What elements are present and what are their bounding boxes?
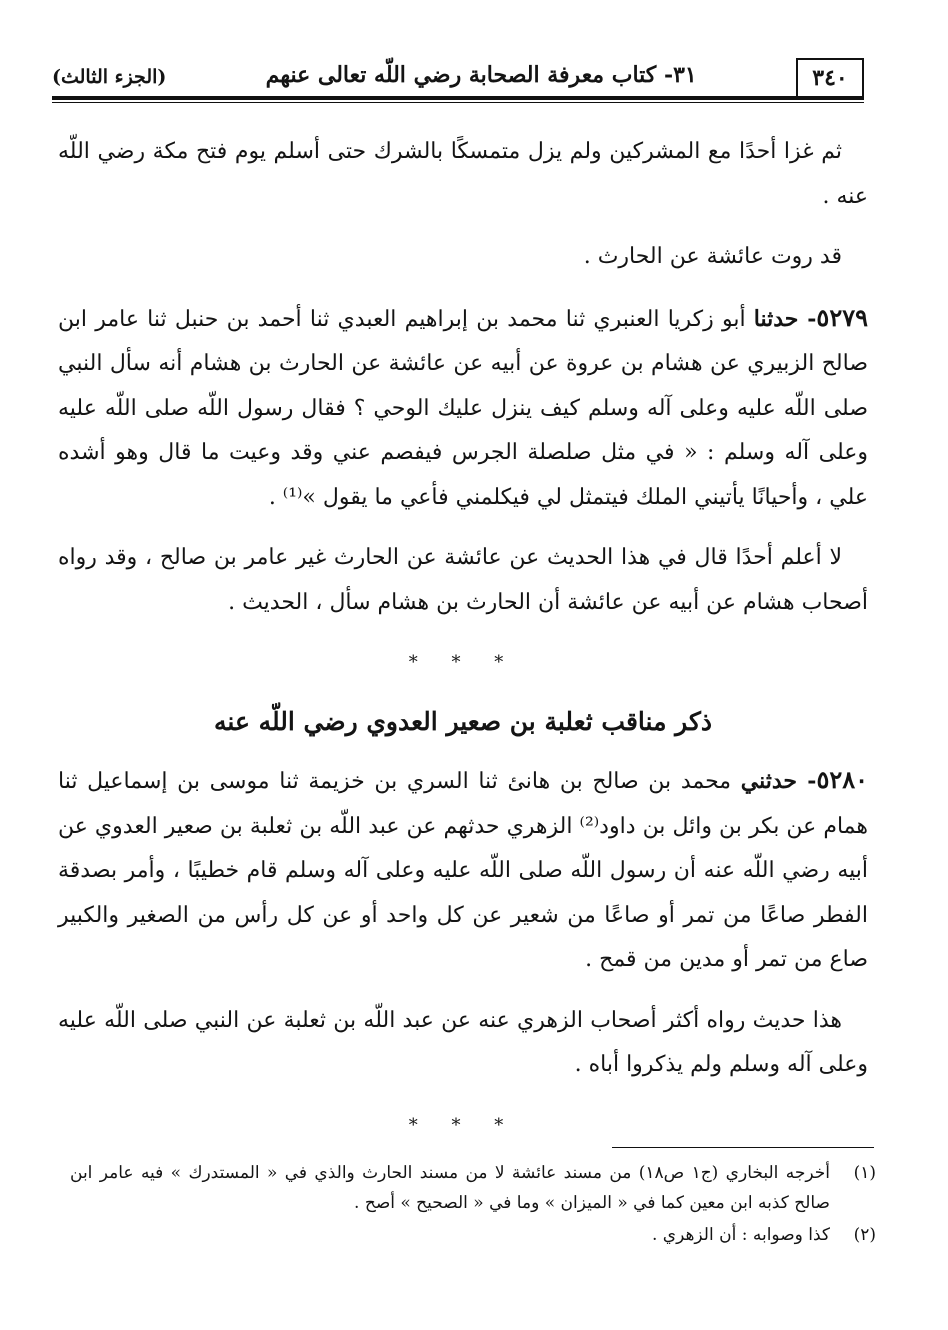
footnote-rule xyxy=(612,1147,874,1148)
page-number: ٣٤٠ xyxy=(796,58,864,96)
header-rule xyxy=(52,96,864,100)
paragraph: ثم غزا أحدًا مع المشركين ولم يزل متمسكًا بالشرك حتى أسلم يوم فتح مكة رضي اللّه عنه . xyxy=(58,139,868,209)
book-title: ٣١- كتاب معرفة الصحابة رضي اللّه تعالى عنهم xyxy=(265,62,697,88)
hadith-keyword: - حدثني xyxy=(740,768,817,794)
separator-stars: * * * xyxy=(408,652,518,673)
hadith-number: ٥٢٧٩ xyxy=(816,302,868,332)
footnote-text: كذا وصوابه : أن الزهري . xyxy=(651,1225,830,1245)
volume-label: (الجزء الثالث) xyxy=(52,66,167,88)
footnote-number: (١) xyxy=(853,1163,876,1183)
paragraph: هذا حديث رواه أكثر أصحاب الزهري عنه عن عبد اللّه بن ثعلبة عن النبي صلى اللّه عليه وعلى آله وسلم ولم يذكروا أباه . xyxy=(58,1007,868,1077)
hadith-5280 xyxy=(58,758,868,983)
hadith-keyword: - حدثنا xyxy=(753,305,817,332)
section-heading: ذكر مناقب ثعلبة بن صعير العدوي رضي اللّه عنه xyxy=(214,706,712,736)
main-text xyxy=(58,130,868,1162)
paragraph: قد روت عائشة عن الحارث . xyxy=(583,244,842,269)
hadith-5279 xyxy=(58,296,868,521)
footnote-text: أخرجه البخاري (ج١ ص١٨) من مسند عائشة لا من مسند الحارث والذي في « المستدرك » فيه عامر ابن صالح كذبه ابن معين كما في « الميزان » وما في « الصحيح » أصح . xyxy=(70,1163,830,1213)
header-rule-thin xyxy=(52,102,864,103)
separator-stars: * * * xyxy=(408,1114,518,1136)
footnotes xyxy=(70,1158,876,1252)
running-header xyxy=(52,38,864,96)
paragraph: لا أعلم أحدًا قال في هذا الحديث عن عائشة عن الحارث غير عامر بن صالح ، وقد رواه أصحاب هشام عن أبيه عن عائشة أن الحارث بن هشام سأل ، الحديث . xyxy=(58,545,868,615)
footnote xyxy=(70,1220,876,1250)
footnote xyxy=(70,1158,876,1218)
hadith-text: محمد بن صالح بن هانئ ثنا السري بن خزيمة ثنا موسى بن إسماعيل ثنا همام عن بكر بن وائل بن داود⁽²⁾ الزهري حدثهم عن عبد اللّه بن ثعلبة بن صعير العدوي عن أبيه رضي اللّه عنه أن رسول اللّه صلى اللّه عليه وعلى آله وسلم قام خطيبًا ، وأمر بصدقة الفطر صاعًا من تمر أو صاعًا من شعير عن كل واحد أو عن كل رأس من الصغير والكبير صاع من تمر أو مدين من قمح . xyxy=(58,769,868,972)
footnote-number: (٢) xyxy=(853,1225,876,1245)
hadith-number: ٥٢٨٠ xyxy=(816,765,868,794)
hadith-text: أبو زكريا العنبري ثنا محمد بن إبراهيم العبدي ثنا أحمد بن حنبل ثنا عامر ابن صالح الزبيري عن هشام بن عروة عن أبيه عن عائشة عن الحارث بن هشام أنه سأل النبي صلى اللّه عليه وعلى آله وسلم كيف ينزل عليك الوحي ؟ فقال رسول اللّه صلى اللّه عليه وعلى آله وسلم : « في مثل صلصلة الجرس فيفصم عني وقد وعيت ما قال وهو أشده علي ، وأحيانًا يأتيني الملك فيتمثل لي فيكلمني فأعي ما يقول »⁽¹⁾ . xyxy=(58,306,868,510)
